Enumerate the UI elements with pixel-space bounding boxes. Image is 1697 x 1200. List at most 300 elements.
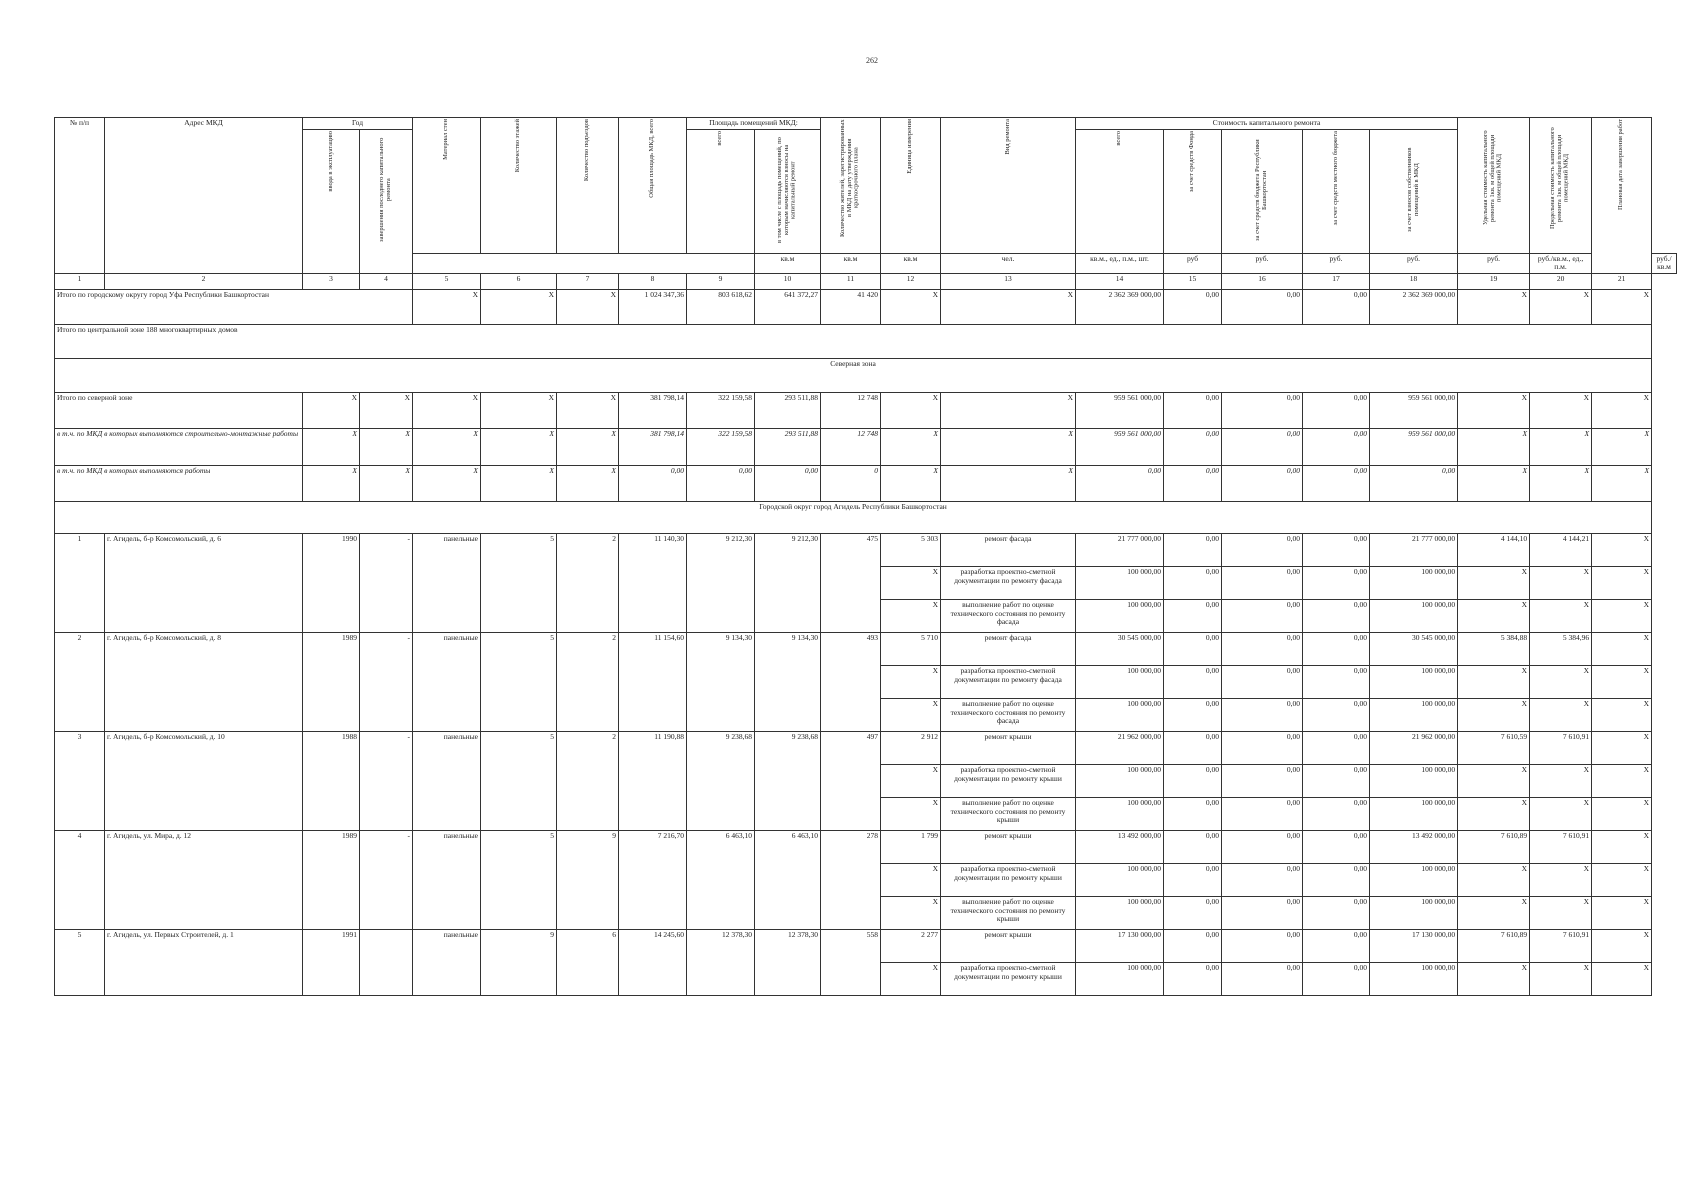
totals-value: X: [1458, 465, 1530, 501]
unit-label: кв.м: [755, 253, 821, 273]
work-unit: 5 303: [881, 533, 941, 566]
cost-owners: 13 492 000,00: [1370, 830, 1458, 863]
unit-label: чел.: [941, 253, 1076, 273]
area-total: 7 216,70: [619, 830, 687, 929]
totals-value: X: [557, 428, 619, 465]
cost-local: 0,00: [1303, 632, 1370, 665]
year-commission: 1990: [303, 533, 360, 632]
cost-owners: 17 130 000,00: [1370, 929, 1458, 962]
unit-label: кв.м: [881, 253, 941, 273]
specific-cost: X: [1458, 896, 1530, 929]
totals-value: 803 618,62: [687, 289, 755, 324]
limit-cost: X: [1530, 962, 1592, 995]
totals-value: X: [360, 465, 413, 501]
work-unit: X: [881, 698, 941, 731]
cost-owners: 21 777 000,00: [1370, 533, 1458, 566]
totals-value: 959 561 000,00: [1076, 392, 1164, 428]
area-rooms: 9 238,68: [687, 731, 755, 830]
header-cost-local: за счет средств местного бюджета: [1303, 130, 1370, 254]
totals-value: 322 159,58: [687, 428, 755, 465]
totals-value: X: [881, 289, 941, 324]
specific-cost: X: [1458, 665, 1530, 698]
limit-cost: X: [1530, 665, 1592, 698]
column-number: 21: [1592, 273, 1652, 289]
totals-row: [55, 289, 1677, 324]
header-year-commission: ввода в эксплуатацию: [303, 130, 360, 274]
totals-value: X: [1458, 428, 1530, 465]
cost-total: 21 777 000,00: [1076, 533, 1164, 566]
cost-rb: 0,00: [1222, 929, 1303, 962]
totals-value: X: [413, 465, 481, 501]
cost-fund: 0,00: [1164, 731, 1222, 764]
cost-rb: 0,00: [1222, 962, 1303, 995]
specific-cost: 4 144,10: [1458, 533, 1530, 566]
totals-label: в т.ч. по МКД в которых выполняются строительно-монтажные работы: [55, 428, 303, 465]
limit-cost: X: [1530, 566, 1592, 599]
repair-type: ремонт крыши: [941, 830, 1076, 863]
header-unit: Единица измерения: [881, 118, 941, 254]
repair-type: ремонт крыши: [941, 731, 1076, 764]
totals-value: X: [941, 289, 1076, 324]
cost-total: 100 000,00: [1076, 962, 1164, 995]
completion-date: X: [1592, 731, 1652, 764]
cost-fund: 0,00: [1164, 566, 1222, 599]
totals-value: X: [1530, 289, 1592, 324]
table-row: [55, 731, 1677, 764]
cost-owners: 100 000,00: [1370, 863, 1458, 896]
limit-cost: X: [1530, 797, 1592, 830]
residents: 497: [821, 731, 881, 830]
header-area-total: Общая площадь МКД, всего: [619, 118, 687, 254]
wall-material: панельные: [413, 929, 481, 995]
work-unit: X: [881, 764, 941, 797]
cost-fund: 0,00: [1164, 665, 1222, 698]
repair-type: выполнение работ по оценке технического состояния по ремонту крыши: [941, 797, 1076, 830]
cost-rb: 0,00: [1222, 632, 1303, 665]
totals-value: X: [1458, 392, 1530, 428]
unit-label: кв.м: [821, 253, 881, 273]
work-unit: X: [881, 896, 941, 929]
work-unit: X: [881, 962, 941, 995]
cost-total: 100 000,00: [1076, 566, 1164, 599]
area-fee: 9 238,68: [755, 731, 821, 830]
wall-material: панельные: [413, 632, 481, 731]
cost-total: 30 545 000,00: [1076, 632, 1164, 665]
cost-total: 100 000,00: [1076, 698, 1164, 731]
floors: 9: [481, 929, 557, 995]
column-number: 12: [881, 273, 941, 289]
totals-value: X: [360, 392, 413, 428]
totals-value: X: [557, 392, 619, 428]
cost-fund: 0,00: [1164, 962, 1222, 995]
header-residents: Количество жителей, зарегистрированных в МКД на дату утверждения краткосрочного плана: [821, 118, 881, 254]
header-area-rooms: всего: [687, 130, 755, 254]
cost-owners: 100 000,00: [1370, 599, 1458, 632]
work-unit: X: [881, 863, 941, 896]
cost-fund: 0,00: [1164, 830, 1222, 863]
totals-value: X: [881, 465, 941, 501]
completion-date: X: [1592, 599, 1652, 632]
building-address: г. Агидель, б-р Комсомольский, д. 10: [105, 731, 303, 830]
area-rooms: 6 463,10: [687, 830, 755, 929]
residents: 558: [821, 929, 881, 995]
header-area-group: Площадь помещений МКД:: [687, 118, 821, 130]
cost-local: 0,00: [1303, 731, 1370, 764]
header-date: Плановая дата завершения работ: [1592, 118, 1652, 274]
totals-value: 0,00: [1222, 465, 1303, 501]
cost-owners: 100 000,00: [1370, 797, 1458, 830]
header-year-last: завершения последнего капитального ремонта: [360, 130, 413, 274]
totals-value: 293 511,88: [755, 392, 821, 428]
cost-rb: 0,00: [1222, 731, 1303, 764]
row-number: 3: [55, 731, 105, 830]
cost-fund: 0,00: [1164, 764, 1222, 797]
year-last-repair: -: [360, 632, 413, 731]
cost-owners: 21 962 000,00: [1370, 731, 1458, 764]
area-rooms: 9 212,30: [687, 533, 755, 632]
totals-value: 12 748: [821, 392, 881, 428]
totals-value: 0: [821, 465, 881, 501]
cost-total: 17 130 000,00: [1076, 929, 1164, 962]
year-commission: 1989: [303, 830, 360, 929]
unit-label: кв.м., ед., п.м., шт.: [1076, 253, 1164, 273]
cost-rb: 0,00: [1222, 698, 1303, 731]
cost-owners: 100 000,00: [1370, 764, 1458, 797]
cost-total: 13 492 000,00: [1076, 830, 1164, 863]
area-total: 14 245,60: [619, 929, 687, 995]
wall-material: панельные: [413, 533, 481, 632]
column-number: 11: [821, 273, 881, 289]
totals-value: 41 420: [821, 289, 881, 324]
specific-cost: 7 610,89: [1458, 929, 1530, 962]
totals-value: 2 362 369 000,00: [1076, 289, 1164, 324]
capital-repair-table: [54, 117, 1677, 996]
header-cost-group: Стоимость капитального ремонта: [1076, 118, 1458, 130]
header-limit-cost: Предельная стоимость капитального ремонта 1кв. м общей площади помещений МКД: [1530, 118, 1592, 254]
central-zone-label: Итого по центральной зоне 188 многоквартирных домов: [55, 324, 1652, 358]
north-zone-heading: Северная зона: [55, 358, 1652, 392]
column-number: 13: [941, 273, 1076, 289]
totals-value: X: [481, 465, 557, 501]
specific-cost: 7 610,59: [1458, 731, 1530, 764]
limit-cost: X: [1530, 896, 1592, 929]
completion-date: X: [1592, 665, 1652, 698]
cost-fund: 0,00: [1164, 698, 1222, 731]
table-row: [55, 929, 1677, 962]
limit-cost: 4 144,21: [1530, 533, 1592, 566]
area-fee: 6 463,10: [755, 830, 821, 929]
totals-value: X: [941, 392, 1076, 428]
cost-local: 0,00: [1303, 665, 1370, 698]
residents: 493: [821, 632, 881, 731]
work-unit: 2 277: [881, 929, 941, 962]
header-address: Адрес МКД: [105, 118, 303, 274]
work-unit: X: [881, 599, 941, 632]
cost-rb: 0,00: [1222, 566, 1303, 599]
entrances: 2: [557, 533, 619, 632]
cost-total: 21 962 000,00: [1076, 731, 1164, 764]
totals-value: 0,00: [1303, 289, 1370, 324]
header-entrances: Количество подъездов: [557, 118, 619, 254]
totals-value: 0,00: [1164, 289, 1222, 324]
repair-type: разработка проектно-сметной документации по ремонту фасада: [941, 566, 1076, 599]
totals-value: X: [413, 289, 481, 324]
cost-total: 100 000,00: [1076, 896, 1164, 929]
totals-value: 0,00: [755, 465, 821, 501]
specific-cost: X: [1458, 764, 1530, 797]
cost-fund: 0,00: [1164, 929, 1222, 962]
area-total: 11 190,88: [619, 731, 687, 830]
totals-value: 641 372,27: [755, 289, 821, 324]
cost-fund: 0,00: [1164, 632, 1222, 665]
totals-value: X: [1530, 428, 1592, 465]
totals-value: 381 798,14: [619, 392, 687, 428]
completion-date: X: [1592, 896, 1652, 929]
totals-value: 2 362 369 000,00: [1370, 289, 1458, 324]
wall-material: панельные: [413, 830, 481, 929]
row-number: 2: [55, 632, 105, 731]
cost-total: 100 000,00: [1076, 599, 1164, 632]
unit-label: руб./кв.м: [1652, 253, 1677, 273]
year-last-repair: -: [360, 731, 413, 830]
cost-fund: 0,00: [1164, 533, 1222, 566]
work-unit: 5 710: [881, 632, 941, 665]
entrances: 2: [557, 632, 619, 731]
totals-value: 293 511,88: [755, 428, 821, 465]
area-fee: 9 134,30: [755, 632, 821, 731]
cost-rb: 0,00: [1222, 665, 1303, 698]
specific-cost: X: [1458, 566, 1530, 599]
cost-total: 100 000,00: [1076, 863, 1164, 896]
column-number: 10: [755, 273, 821, 289]
completion-date: X: [1592, 566, 1652, 599]
work-unit: 2 912: [881, 731, 941, 764]
limit-cost: X: [1530, 698, 1592, 731]
header-n: № п/п: [55, 118, 105, 274]
year-commission: 1991: [303, 929, 360, 995]
specific-cost: X: [1458, 962, 1530, 995]
cost-local: 0,00: [1303, 863, 1370, 896]
completion-date: X: [1592, 698, 1652, 731]
completion-date: X: [1592, 962, 1652, 995]
row-number: 4: [55, 830, 105, 929]
cost-local: 0,00: [1303, 830, 1370, 863]
header-floors: Количество этажей: [481, 118, 557, 254]
area-total: 11 154,60: [619, 632, 687, 731]
repair-type: ремонт фасада: [941, 533, 1076, 566]
area-rooms: 12 378,30: [687, 929, 755, 995]
header-cost-rb: за счет средств бюджета Республики Башкортостан: [1222, 130, 1303, 254]
entrances: 9: [557, 830, 619, 929]
cost-rb: 0,00: [1222, 533, 1303, 566]
totals-value: 959 561 000,00: [1076, 428, 1164, 465]
totals-value: 0,00: [619, 465, 687, 501]
cost-total: 100 000,00: [1076, 665, 1164, 698]
entrances: 6: [557, 929, 619, 995]
cost-local: 0,00: [1303, 566, 1370, 599]
unit-label: руб: [1164, 253, 1222, 273]
building-address: г. Агидель, б-р Комсомольский, д. 8: [105, 632, 303, 731]
specific-cost: 5 384,88: [1458, 632, 1530, 665]
totals-value: 0,00: [1303, 392, 1370, 428]
row-number: 5: [55, 929, 105, 995]
cost-owners: 100 000,00: [1370, 665, 1458, 698]
cost-rb: 0,00: [1222, 599, 1303, 632]
work-unit: X: [881, 665, 941, 698]
totals-value: X: [413, 428, 481, 465]
limit-cost: 7 610,91: [1530, 929, 1592, 962]
limit-cost: 5 384,96: [1530, 632, 1592, 665]
totals-value: X: [941, 465, 1076, 501]
totals-value: 1 024 347,36: [619, 289, 687, 324]
totals-value: X: [1592, 465, 1652, 501]
totals-value: 322 159,58: [687, 392, 755, 428]
building-address: г. Агидель, ул. Первых Строителей, д. 1: [105, 929, 303, 995]
totals-value: 0,00: [1164, 428, 1222, 465]
totals-label: в т.ч. по МКД в которых выполняются работы: [55, 465, 303, 501]
totals-value: X: [303, 392, 360, 428]
column-number: 17: [1303, 273, 1370, 289]
area-fee: 9 212,30: [755, 533, 821, 632]
column-number: 6: [481, 273, 557, 289]
specific-cost: X: [1458, 698, 1530, 731]
repair-type: ремонт крыши: [941, 929, 1076, 962]
column-number: 20: [1530, 273, 1592, 289]
specific-cost: X: [1458, 599, 1530, 632]
totals-label: Итого по северной зоне: [55, 392, 303, 428]
header-cost-owners: за счет взносов собственников помещений в МКД: [1370, 130, 1458, 254]
completion-date: X: [1592, 797, 1652, 830]
header-year-group: Год: [303, 118, 413, 130]
table-row: [55, 533, 1677, 566]
totals-value: 959 561 000,00: [1370, 428, 1458, 465]
header-area-fee: в том числе с площадь помещений, по которым начисляются взносы на капитальный ремонт: [755, 130, 821, 254]
cost-rb: 0,00: [1222, 764, 1303, 797]
totals-value: X: [1530, 392, 1592, 428]
floors: 5: [481, 533, 557, 632]
completion-date: X: [1592, 929, 1652, 962]
cost-fund: 0,00: [1164, 797, 1222, 830]
totals-row: [55, 465, 1677, 501]
totals-value: X: [1530, 465, 1592, 501]
completion-date: X: [1592, 830, 1652, 863]
wall-material: панельные: [413, 731, 481, 830]
totals-value: 0,00: [1222, 392, 1303, 428]
completion-date: X: [1592, 764, 1652, 797]
unit-label: руб.: [1303, 253, 1370, 273]
totals-value: 0,00: [1303, 428, 1370, 465]
floors: 5: [481, 632, 557, 731]
totals-value: X: [1592, 289, 1652, 324]
totals-value: X: [303, 428, 360, 465]
cost-owners: 30 545 000,00: [1370, 632, 1458, 665]
column-number: 1: [55, 273, 105, 289]
repair-type: разработка проектно-сметной документации по ремонту фасада: [941, 665, 1076, 698]
year-commission: 1989: [303, 632, 360, 731]
specific-cost: X: [1458, 863, 1530, 896]
completion-date: X: [1592, 863, 1652, 896]
cost-local: 0,00: [1303, 533, 1370, 566]
cost-rb: 0,00: [1222, 797, 1303, 830]
residents: 278: [821, 830, 881, 929]
column-number: 3: [303, 273, 360, 289]
cost-local: 0,00: [1303, 797, 1370, 830]
table-row: [55, 830, 1677, 863]
totals-value: X: [360, 428, 413, 465]
totals-label: Итого по городскому округу город Уфа Республики Башкортостан: [55, 289, 413, 324]
limit-cost: X: [1530, 599, 1592, 632]
totals-value: 0,00: [1222, 289, 1303, 324]
totals-value: X: [303, 465, 360, 501]
cost-owners: 100 000,00: [1370, 566, 1458, 599]
repair-type: выполнение работ по оценке технического состояния по ремонту фасада: [941, 698, 1076, 731]
totals-value: 0,00: [1164, 392, 1222, 428]
unit-label: руб.: [1222, 253, 1303, 273]
specific-cost: X: [1458, 797, 1530, 830]
totals-value: 0,00: [687, 465, 755, 501]
row-number: 1: [55, 533, 105, 632]
column-number: 2: [105, 273, 303, 289]
year-last-repair: [360, 929, 413, 995]
units-empty: [413, 253, 755, 273]
totals-row: [55, 428, 1677, 465]
header-cost-fund: за счет средств Фонда: [1164, 130, 1222, 254]
totals-value: X: [1592, 428, 1652, 465]
cost-rb: 0,00: [1222, 863, 1303, 896]
cost-local: 0,00: [1303, 599, 1370, 632]
cost-local: 0,00: [1303, 764, 1370, 797]
cost-local: 0,00: [1303, 929, 1370, 962]
residents: 475: [821, 533, 881, 632]
totals-value: 0,00: [1164, 465, 1222, 501]
repair-type: ремонт фасада: [941, 632, 1076, 665]
repair-type: разработка проектно-сметной документации по ремонту крыши: [941, 863, 1076, 896]
totals-value: X: [413, 392, 481, 428]
totals-value: X: [557, 465, 619, 501]
capital-repair-table-sheet: [54, 117, 1677, 1073]
totals-value: X: [481, 392, 557, 428]
header-cost-total: всего: [1076, 130, 1164, 254]
column-number: 15: [1164, 273, 1222, 289]
year-commission: 1988: [303, 731, 360, 830]
cost-local: 0,00: [1303, 698, 1370, 731]
cost-fund: 0,00: [1164, 896, 1222, 929]
repair-type: выполнение работ по оценке технического состояния по ремонту крыши: [941, 896, 1076, 929]
completion-date: X: [1592, 632, 1652, 665]
work-unit: 1 799: [881, 830, 941, 863]
column-number: 5: [413, 273, 481, 289]
limit-cost: X: [1530, 764, 1592, 797]
cost-fund: 0,00: [1164, 599, 1222, 632]
cost-owners: 100 000,00: [1370, 896, 1458, 929]
totals-value: 0,00: [1370, 465, 1458, 501]
unit-label: руб.: [1458, 253, 1530, 273]
column-number: 16: [1222, 273, 1303, 289]
totals-value: 0,00: [1303, 465, 1370, 501]
totals-value: X: [1592, 392, 1652, 428]
cost-rb: 0,00: [1222, 830, 1303, 863]
cost-rb: 0,00: [1222, 896, 1303, 929]
entrances: 2: [557, 731, 619, 830]
cost-local: 0,00: [1303, 962, 1370, 995]
cost-owners: 100 000,00: [1370, 962, 1458, 995]
work-unit: X: [881, 797, 941, 830]
repair-type: разработка проектно-сметной документации по ремонту крыши: [941, 962, 1076, 995]
column-number: 18: [1370, 273, 1458, 289]
header-material: Материал стен: [413, 118, 481, 254]
totals-value: X: [881, 428, 941, 465]
cost-owners: 100 000,00: [1370, 698, 1458, 731]
